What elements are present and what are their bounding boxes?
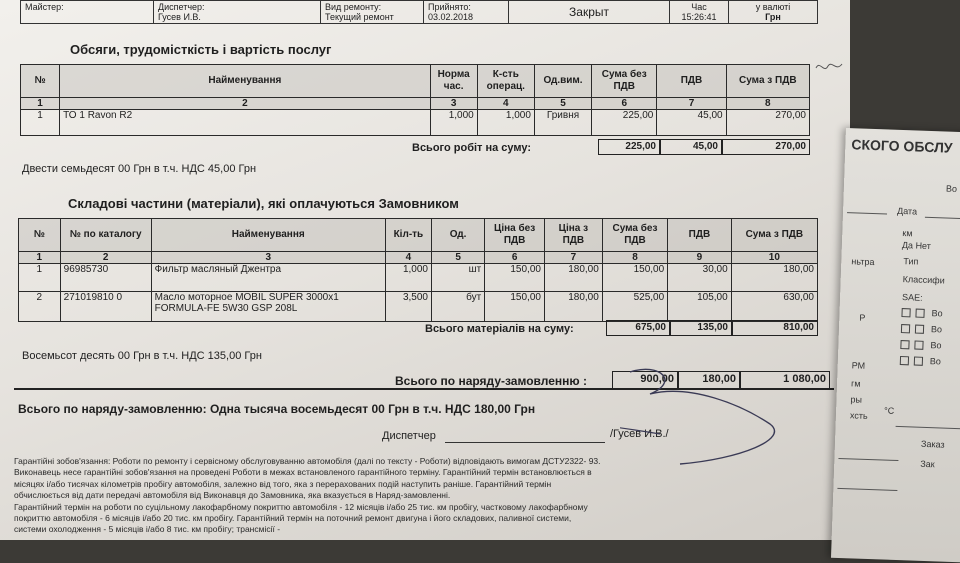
table-row xyxy=(19,292,818,322)
order-total-vat: 180,00 xyxy=(678,371,740,389)
services-table xyxy=(20,64,810,136)
column-number: 2 xyxy=(60,98,430,110)
repair-type-label: Вид ремонту: xyxy=(325,2,382,12)
side-line xyxy=(847,212,887,214)
services-total-vat: 45,00 xyxy=(660,139,722,155)
checkbox xyxy=(915,325,924,334)
row-cell: 525,00 xyxy=(602,292,667,322)
warranty-line: покриттю автомобіля - 6 місяців і/або 20 тис. км пробігу. Гарантійний термін на поточний ремонт двигуна і його складових, паливної системи, xyxy=(14,513,572,524)
time-value: 15:26:41 xyxy=(681,12,717,22)
col-header: Ціна без ПДВ xyxy=(485,219,545,252)
column-number: 5 xyxy=(534,98,591,110)
checkbox xyxy=(900,340,909,349)
row-cell: ТО 1 Ravon R2 xyxy=(60,110,430,136)
side-label: Во xyxy=(930,340,942,351)
repair-type-value: Текущий ремонт xyxy=(325,12,394,22)
dispatcher-cell xyxy=(154,1,321,24)
side-document xyxy=(831,128,960,563)
col-header: ПДВ xyxy=(657,65,726,98)
decorative-mark xyxy=(812,58,848,76)
column-number-row xyxy=(19,252,818,264)
accepted-date: 03.02.2018 xyxy=(428,12,474,22)
side-line xyxy=(925,217,960,220)
materials-header-row xyxy=(19,219,818,252)
side-label: РМ xyxy=(851,360,866,371)
column-number: 9 xyxy=(668,252,732,264)
master-label: Майстер: xyxy=(21,1,154,24)
column-number: 1 xyxy=(19,252,61,264)
column-number: 4 xyxy=(385,252,431,264)
repair-type-cell xyxy=(321,1,424,24)
warranty-line: місяцях і/або тисячах кілометрів пробігу автомобіля, залежно від того, яка з перерахованих подій наступить раніше. Гарантійний термін xyxy=(14,478,552,489)
checkbox xyxy=(900,356,909,365)
materials-total-vat: 135,00 xyxy=(670,320,732,336)
status-badge: Закрыт xyxy=(509,1,670,24)
side-label: Во xyxy=(930,324,943,335)
side-label: SAE: xyxy=(901,292,923,303)
services-title: Обсяги, трудомісткість і вартість послуг xyxy=(70,42,332,57)
col-header: Сума без ПДВ xyxy=(602,219,667,252)
column-number: 8 xyxy=(602,252,667,264)
side-label: Тип xyxy=(903,256,919,267)
col-header: Сума з ПДВ xyxy=(726,65,809,98)
row-cell: 150,00 xyxy=(485,264,545,292)
materials-total-in-words: Восемьсот десять 00 Грн в т.ч. НДС 135,00 Грн xyxy=(22,350,262,362)
column-number: 5 xyxy=(431,252,484,264)
col-header: Сума без ПДВ xyxy=(592,65,657,98)
row-cell: 150,00 xyxy=(485,292,545,322)
time-cell xyxy=(670,1,729,24)
checkbox xyxy=(915,309,924,318)
side-label: Во xyxy=(929,356,942,367)
column-number: 3 xyxy=(151,252,385,264)
warranty-line: Гарантійні зобов'язання: Роботи по ремонту і сервісному обслуговуванню автомобіля (далі по тексту - Роботи) відповідають вимогам ДСТУ2322- 93. xyxy=(14,456,601,466)
column-number-row xyxy=(21,98,810,110)
row-cell: Масло моторное MOBIL SUPER 3000x1 FORMULA-FE 5W30 GSP 208L xyxy=(151,292,385,322)
checkbox xyxy=(914,341,923,350)
materials-total-net: 675,00 xyxy=(606,320,670,336)
col-header: № по каталогу xyxy=(60,219,151,252)
order-total-label: Всього по наряду-замовленню : xyxy=(395,374,587,388)
row-cell: 105,00 xyxy=(668,292,732,322)
row-cell: 180,00 xyxy=(731,264,817,292)
side-label: Да Нет xyxy=(901,240,932,252)
side-document-title: СКОГО ОБСЛУ xyxy=(851,136,953,156)
side-label: Заказ xyxy=(920,438,945,450)
row-cell: 1 xyxy=(21,110,60,136)
column-number: 6 xyxy=(592,98,657,110)
column-number: 10 xyxy=(731,252,817,264)
checkbox xyxy=(914,357,923,366)
row-cell: 225,00 xyxy=(592,110,657,136)
side-label: °С xyxy=(883,405,895,416)
side-label: км xyxy=(902,228,913,239)
materials-total-gross: 810,00 xyxy=(732,320,818,336)
col-header: ПДВ xyxy=(668,219,732,252)
row-cell: 180,00 xyxy=(544,292,602,322)
row-cell: 96985730 xyxy=(60,264,151,292)
side-label: Р xyxy=(859,312,866,323)
col-header: № xyxy=(21,65,60,98)
materials-title: Складові частини (матеріали), які оплачуються Замовником xyxy=(68,196,459,211)
header-table xyxy=(20,0,818,24)
row-cell: шт xyxy=(431,264,484,292)
col-header: К-сть операц. xyxy=(477,65,534,98)
row-cell: 270,00 xyxy=(726,110,809,136)
warranty-line: Виконавець несе гарантійні зобов'язання на проведені Роботи в межах встановленого гарантійного терміну. Гарантійний термін встановлюється в xyxy=(14,467,592,478)
side-label: ры xyxy=(850,394,863,405)
accepted-label: Прийнято: xyxy=(428,2,471,12)
row-cell: 2 xyxy=(19,292,61,322)
row-cell: 630,00 xyxy=(731,292,817,322)
row-cell: 271019810 0 xyxy=(60,292,151,322)
row-cell: бут xyxy=(431,292,484,322)
row-cell: Фильтр масляный Джентра xyxy=(151,264,385,292)
side-label: Во xyxy=(931,308,943,319)
services-total-in-words: Двести семьдесят 00 Грн в т.ч. НДС 45,00 Грн xyxy=(22,163,257,175)
col-header: Найменування xyxy=(60,65,430,98)
row-cell: Гривня xyxy=(534,110,591,136)
side-line xyxy=(837,488,897,491)
currency-cell xyxy=(729,1,818,24)
signature-role: Диспетчер xyxy=(382,430,436,442)
side-line xyxy=(838,458,898,461)
col-header: Од. xyxy=(431,219,484,252)
column-number: 8 xyxy=(726,98,809,110)
warranty-terms xyxy=(14,456,834,536)
signature-line xyxy=(445,442,605,443)
column-number: 3 xyxy=(430,98,477,110)
order-total-in-words: Всього по наряду-замовленню: Одна тысяча восемьдесят 00 Грн в т.ч. НДС 180,00 Грн xyxy=(18,402,536,416)
side-label: Во xyxy=(945,183,958,194)
column-number: 4 xyxy=(477,98,534,110)
services-total-net: 225,00 xyxy=(598,139,660,155)
col-header: Ціна з ПДВ xyxy=(544,219,602,252)
warranty-line: обчислюється від дати передачі автомобіля від Виконавця до Замовника, яка вказується в Наряд-замовленні. xyxy=(14,490,451,501)
services-header-row xyxy=(21,65,810,98)
col-header: Норма час. xyxy=(430,65,477,98)
row-cell: 1,000 xyxy=(385,264,431,292)
order-total-net: 900,00 xyxy=(612,371,678,389)
column-number: 7 xyxy=(657,98,726,110)
table-row xyxy=(19,264,818,292)
order-total-gross: 1 080,00 xyxy=(740,371,830,389)
side-label: гм xyxy=(850,378,861,389)
column-number: 2 xyxy=(60,252,151,264)
time-label: Час xyxy=(691,2,707,12)
currency-value: Грн xyxy=(765,12,781,22)
accepted-cell xyxy=(424,1,509,24)
row-cell: 1,000 xyxy=(430,110,477,136)
side-label: хсть xyxy=(849,410,868,421)
materials-table xyxy=(18,218,818,322)
materials-total-label: Всього матеріалів на суму: xyxy=(425,323,574,335)
currency-label: у валюті xyxy=(755,2,791,12)
col-header: Найменування xyxy=(151,219,385,252)
row-cell: 1,000 xyxy=(477,110,534,136)
column-number: 7 xyxy=(544,252,602,264)
side-line xyxy=(896,426,960,430)
column-number: 6 xyxy=(485,252,545,264)
col-header: Кіл-ть xyxy=(385,219,431,252)
services-total-gross: 270,00 xyxy=(722,139,810,155)
row-cell: 30,00 xyxy=(668,264,732,292)
signature-name: /Гусев И.В./ xyxy=(610,428,669,440)
warranty-line: Гарантійний термін на роботи по суцільному лакофарбному покриттю автомобіля - 12 місяців і/або 25 тис. км пробігу, частковому лакофарбному xyxy=(14,501,588,512)
side-label: ньтра xyxy=(851,256,875,268)
column-number: 1 xyxy=(21,98,60,110)
col-header: № xyxy=(19,219,61,252)
dispatcher-name: Гусев И.В. xyxy=(158,12,201,22)
row-cell: 150,00 xyxy=(602,264,667,292)
col-header: Од.вим. xyxy=(534,65,591,98)
side-label: Зак xyxy=(920,458,935,470)
services-total-label: Всього робіт на суму: xyxy=(412,142,532,154)
row-cell: 3,500 xyxy=(385,292,431,322)
dispatcher-label: Диспетчер: xyxy=(158,2,205,12)
col-header: Сума з ПДВ xyxy=(731,219,817,252)
side-label: Классифи xyxy=(902,274,945,286)
row-cell: 45,00 xyxy=(657,110,726,136)
row-cell: 180,00 xyxy=(544,264,602,292)
warranty-line: системи охолодження - 5 місяців і/або 8 тис. км пробігу; трансмісії - xyxy=(14,524,281,535)
side-label: Дата xyxy=(896,205,918,217)
checkbox xyxy=(901,308,910,317)
row-cell: 1 xyxy=(19,264,61,292)
checkbox xyxy=(901,324,910,333)
table-row xyxy=(21,110,810,136)
